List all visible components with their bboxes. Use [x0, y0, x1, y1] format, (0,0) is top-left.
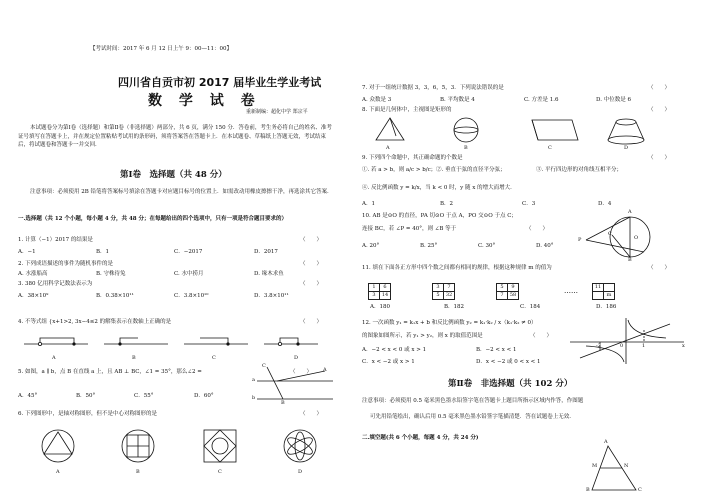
q11-square-3	[496, 283, 519, 300]
q12-label-origin: 0	[620, 343, 624, 349]
q6-label-a: A	[56, 469, 60, 475]
grid-cell: 9	[508, 284, 519, 292]
grid-cell: 7	[444, 284, 455, 292]
grid-cell: 58	[508, 292, 519, 300]
q5-label-a: A	[323, 367, 327, 373]
q12-label-minus-two: -2	[596, 343, 601, 349]
q10-stem: 10. AB 是⊙O 的直径，PA 切⊙O 于点 A，PO 交⊙O 于点 C；	[362, 213, 517, 219]
part1-notice: 注意事项：必须使用 2B 铅笔将答案标号填涂在答题卡对应题目标号的位置上．如需改动用橡皮擦擦干净，再选涂其它答案.	[30, 189, 329, 195]
q5-label-c: C	[262, 363, 266, 369]
grid-cell: 3	[433, 284, 444, 292]
q4-label-d: D	[294, 355, 299, 361]
q10-label-a: A	[628, 209, 632, 215]
grid-cell: 5	[497, 284, 508, 292]
q11-option-b: B．182	[444, 304, 465, 310]
q10-label-c: C	[608, 231, 612, 237]
q8-stem: 8. 下面是几何体中，主视图是矩形的	[362, 107, 452, 113]
q1-option-b: B．1	[96, 249, 110, 255]
q7-option-d: D. 中位数是 6	[596, 97, 631, 103]
q4-label-b: B	[132, 355, 136, 361]
q10-label-b: B	[628, 257, 632, 263]
q1-option-d: D．2017	[254, 249, 278, 255]
q12-label-x: x	[682, 343, 685, 349]
q11-square-2	[432, 283, 455, 300]
q12-graph	[566, 316, 686, 366]
q8-label-b: B	[464, 145, 468, 151]
grid-cell: 6	[380, 284, 391, 292]
q10-paren: （ ）	[526, 226, 549, 232]
q4-label-a: A	[52, 355, 56, 361]
q13-label-a: A	[604, 439, 608, 445]
q4-stem: 4. 不等式组 {x+1>2, 3x−4≤2 的解集表示在数轴上正确的是	[18, 319, 172, 325]
section2-heading: 二.填空题(共 6 个小题，每题 4 分，共 24 分)	[362, 435, 479, 441]
q8-label-d: D	[624, 145, 629, 151]
q13-label-m: M	[592, 463, 598, 469]
q9-paren: （ ）	[648, 155, 671, 161]
q9-item-3: ③. 平行四边形的对角线互相平分；	[536, 167, 622, 173]
q10-figure	[582, 209, 652, 262]
q11-square-4	[592, 283, 615, 300]
q1-option-c: C．−2017	[174, 249, 203, 255]
q12-option-c: C．x < −2 或 x > 1	[362, 359, 415, 365]
q3-option-d: D．3.8×10¹¹	[254, 293, 289, 299]
q11-square-1	[368, 283, 391, 300]
q12-paren: （ ）	[530, 333, 553, 339]
q2-option-d: D. 缘木求鱼	[254, 271, 284, 277]
q11-ellipsis: ……	[564, 287, 578, 295]
grid-cell: m	[604, 292, 615, 300]
q9-option-d: D．4	[598, 201, 612, 207]
q3-stem: 3. 380 亿用科学记数法表示为	[18, 281, 93, 287]
q3-paren: （ ）	[300, 281, 323, 287]
q10-option-d: D. 40°	[536, 243, 554, 249]
q10-option-a: A. 20°	[362, 243, 380, 249]
q9-stem: 9. 下列四个命题中，其正确命题的个数是	[362, 155, 463, 161]
q6-label-d: D	[298, 469, 303, 475]
q13-label-b: B	[586, 487, 590, 493]
section1-heading: 一.选择题（共 12 个小题，每小题 4 分，共 48 分；在每题给出的四个选项中，只有一项是符合题目要求的）	[18, 216, 288, 222]
q10-stem2: 连接 BC，若 ∠P = 40°，则 ∠B 等于	[362, 226, 457, 232]
q2-option-a: A. 水涨船高	[18, 271, 48, 277]
q3-option-b: B．0.38×10¹¹	[96, 293, 134, 299]
q8-paren: （ ）	[648, 107, 671, 113]
q2-stem: 2. 下列成语描述的事件为随机事件的是	[18, 261, 113, 267]
q3-option-a: A．38×10⁹	[18, 293, 49, 299]
q13-label-n: N	[624, 463, 629, 469]
q5-option-b: B．50°	[76, 393, 96, 399]
q9-item-4: ④. 反比例函数 y = k/x，当 k < 0 时，y 随 x 的增大而增大．	[362, 185, 516, 191]
q4-number-lines	[18, 336, 318, 366]
q4-label-c: C	[212, 355, 216, 361]
q9-option-c: C．3	[522, 201, 536, 207]
q11-paren: （ ）	[648, 265, 671, 271]
part2-title: 第Ⅱ卷 非选择题（共 102 分）	[448, 379, 573, 389]
q3-option-c: C．3.8×10¹⁰	[174, 293, 209, 299]
q9-option-b: B．2	[440, 201, 454, 207]
q1-stem: 1. 计算（−1）2017 的结果是	[18, 237, 93, 243]
q9-item-2: ②. 垂直于弦的直径平分弦；	[436, 167, 506, 173]
q6-label-c: C	[218, 469, 222, 475]
grid-cell: 14	[380, 292, 391, 300]
q12-option-d: D．x < −2 或 0 < x < 1	[476, 359, 541, 365]
q7-stem: 7. 对于一组统计数据 3，3，6，5，3．下列说法错误的是	[362, 85, 504, 91]
q13-triangle-figure	[586, 444, 656, 494]
q2-option-b: B. 守株待兔	[96, 271, 126, 277]
part2-notice-line1: 注意事项：必须使用 0.5 毫米黑色墨水铅签字笔在答题卡上题目所指示区域内作答，作图题	[362, 398, 584, 404]
q7-option-b: B. 平均数是 4	[440, 97, 475, 103]
grid-cell: 11	[593, 284, 604, 292]
q5-label-a-line: a	[252, 377, 255, 383]
q13-label-c: C	[638, 487, 642, 493]
q2-option-c: C. 水中捞月	[174, 271, 204, 277]
q10-option-c: C. 30°	[478, 243, 496, 249]
q7-option-c: C. 方差是 1.6	[524, 97, 559, 103]
q9-option-a: A．1	[362, 201, 375, 207]
q9-item-1: ①. 若 a > b，则 a/c > b/c；	[362, 167, 437, 173]
q11-option-a: A．180	[370, 304, 390, 310]
grid-cell: 32	[444, 292, 455, 300]
q2-paren: （ ）	[300, 261, 323, 267]
grid-cell: 7	[497, 292, 508, 300]
q6-paren: （ ）	[300, 411, 323, 417]
exam-title: 四川省自贡市初 2017 届毕业生学业考试	[118, 76, 322, 89]
q7-paren: （ ）	[648, 85, 671, 91]
exam-time: 【考试时间：2017 年 6 月 12 日上午 9：00—11：00】	[90, 46, 232, 52]
q12-stem2: 的图象如图所示，若 y₁ > y₂，则 x 的取值范围是	[362, 333, 483, 339]
q5-stem: 5. 如图，a ∥ b，点 B 在直线 a 上，且 AB ⊥ BC，∠1 = 35°，那么∠2 =	[18, 369, 202, 375]
q11-stem: 11. 填在下面各正方形中四个数之间都有相同的规律，根据这种规律 m 的值为	[362, 265, 552, 271]
part2-notice-line2: 可先用铅笔绘出，确认后用 0.5 毫米黑色墨水铅签字笔描清楚．答在试题卷上无效.	[370, 414, 571, 420]
q10-option-b: B. 25°	[420, 243, 438, 249]
q8-solids	[374, 116, 654, 146]
q6-stem: 6. 下列图形中，是轴对称图形，但不是中心对称图形的是	[18, 411, 157, 417]
q7-option-a: A. 众数是 3	[362, 97, 392, 103]
intro-paragraph: 本试题卷分为第Ⅰ卷（选择题）和第Ⅱ卷（非选择题）两部分，共 6 页，满分 150 分．答卷前，考生务必将自己的姓名、准考证号填写在答题卡上，并在规定位置粘贴考试用的条形码，须将答案答在答题卡上．在本试题卷、草稿纸上答题无效，考试结束后，将试题卷和答题卡一并交回.	[18, 125, 332, 148]
q5-option-c: C．55°	[134, 393, 154, 399]
grid-cell: 3	[369, 292, 380, 300]
grid-cell: 5	[433, 292, 444, 300]
q5-option-d: D．60°	[194, 393, 214, 399]
q11-option-d: D．186	[596, 304, 617, 310]
q5-label-b: B	[281, 400, 285, 406]
part1-title: 第Ⅰ卷 选择题（共 48 分）	[120, 170, 227, 180]
q12-stem: 12. 一次函数 y₁ = k₁x + b 和反比例函数 y₂ = k₁·k₂ / x（k₁·k₂ ≠ 0）	[362, 320, 537, 326]
q1-paren: （ ）	[300, 237, 323, 243]
q12-label-one: 1	[642, 343, 646, 349]
q11-option-c: C．184	[520, 304, 541, 310]
q12-option-b: B．−2 < x < 1	[476, 347, 517, 353]
q6-figures	[38, 428, 328, 468]
q8-label-a: A	[386, 145, 390, 151]
q4-paren: （ ）	[300, 319, 323, 325]
subject-title: 数 学 试 卷	[148, 93, 261, 109]
q8-label-c: C	[548, 145, 552, 151]
q5-label-b-line: b	[252, 395, 256, 401]
q1-option-a: A．−1	[18, 249, 36, 255]
q10-label-p: P	[578, 237, 582, 243]
q5-option-a: A．45°	[18, 393, 38, 399]
q6-label-b: B	[136, 469, 140, 475]
grid-cell: 1	[369, 284, 380, 292]
q5-paren: （ ）	[290, 369, 313, 375]
editors: 重新制编：超化中学 郑宗平	[246, 109, 308, 115]
q10-label-o: O	[634, 235, 639, 241]
grid-cell	[593, 292, 604, 300]
grid-cell	[604, 284, 615, 292]
q12-option-a: A．−2 < x < 0 或 x > 1	[362, 347, 427, 353]
